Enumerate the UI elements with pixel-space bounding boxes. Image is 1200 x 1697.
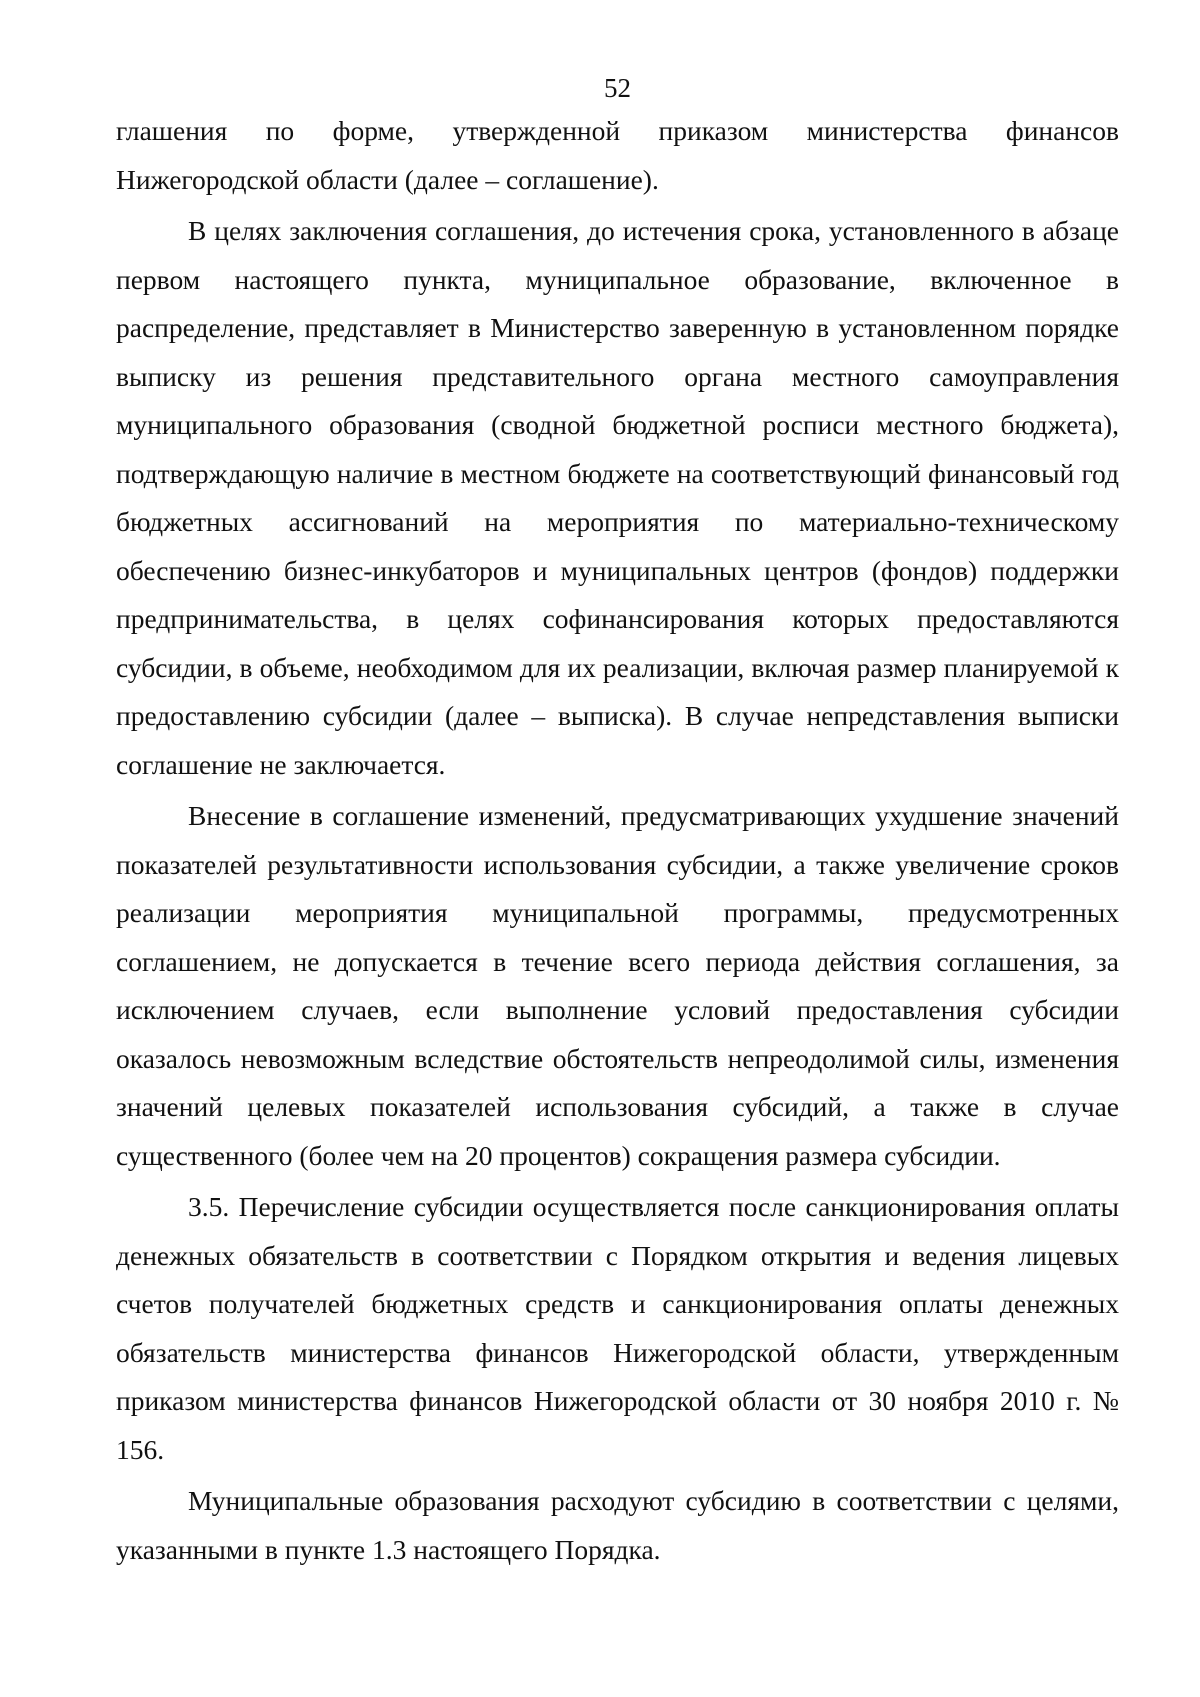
paragraph: Внесение в соглашение изменений, предусматривающих ухудшение значений показателей результативности использования субсидии, а также увеличение сроков реализации мероприятия муниципальной программы, предусмотренных соглашением, не допускается в течение всего периода действия соглашения, за исключением случаев, если выполнение условий предоставления субсидии оказалось невозможным вследствие обстоятельств непреодолимой силы, изменения значений целевых показателей использования субсидий, а также в случае существенного (более чем на 20 процентов) сокращения размера субсидии. (116, 800, 1119, 1171)
paragraph: 3.5. Перечисление субсидии осуществляется после санкционирования оплаты денежных обязательств в соответствии с Порядком открытия и ведения лицевых счетов получателей бюджетных средств и санкционирования оплаты денежных обязательств министерства финансов Нижегородской области, утвержденным приказом министерства финансов Нижегородской области от 30 ноября 2010 г. № 156. (116, 1191, 1119, 1465)
paragraph: В целях заключения соглашения, до истечения срока, установленного в абзаце первом настоящего пункта, муниципальное образование, включенное в распределение, представляет в Министерство заверенную в установленном порядке выписку из решения представительного органа местного самоуправления муниципального образования (сводной бюджетной росписи местного бюджета), подтверждающую наличие в местном бюджете на соответствующий финансовый год бюджетных ассигнований на мероприятия по материально-техническому обеспечению бизнес-инкубаторов и муниципальных центров (фондов) поддержки предпринимательства, в целях софинансирования которых предоставляются субсидии, в объеме, необходимом для их реализации, включая размер планируемой к предоставлению субсидии (далее – выписка). В случае непредставления выписки соглашение не заключается. (116, 215, 1119, 780)
paragraph-continuation: глашения по форме, утвержденной приказом министерства финансов Нижегородской области (далее – соглашение). (116, 115, 1119, 195)
page-number: 52 (604, 73, 631, 103)
paragraph: Муниципальные образования расходуют субсидию в соответствии с целями, указанными в пункте 1.3 настоящего Порядка. (116, 1485, 1119, 1565)
document-body (116, 107, 1119, 1577)
